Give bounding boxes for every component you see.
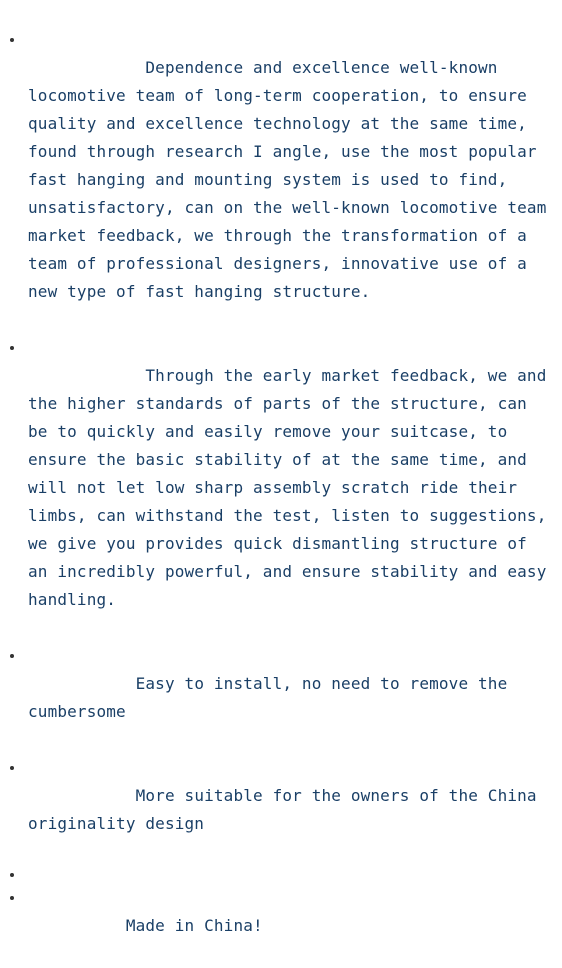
bullet-item-made-in xyxy=(0,884,562,968)
bullet-dot-icon xyxy=(10,346,14,350)
bullet-item-empty xyxy=(0,866,562,884)
bullet-dot-icon xyxy=(10,873,14,877)
bullet-dot-icon xyxy=(10,38,14,42)
feature-bullet-list xyxy=(0,26,562,968)
bullet-text: Made in China! xyxy=(86,916,263,935)
bullet-dot-icon xyxy=(10,654,14,658)
bullet-text: Easy to install, no need to remove the cumbersome xyxy=(28,674,518,721)
bullet-text: Dependence and excellence well-known locomotive team of long-term cooperation, to ensure quality and excellence technology at the same time, found through research I angle, use the most popular fast hanging and mounting system is used to find, unsatisfactory, can on the well-known locomotive team market feedback, we through the transformation of a team of professional designers, innovative use of a new type of fast hanging structure. xyxy=(28,58,557,301)
bullet-dot-icon xyxy=(10,766,14,770)
bullet-item-structure xyxy=(0,334,562,642)
bullet-text: Through the early market feedback, we and the higher standards of parts of the structure, can be to quickly and easily remove your suitcase, to ensure the basic stability of at the same time, and will not let low sharp assembly scratch ride their limbs, can withstand the test, listen to suggestions, we give you provides quick dismantling structure of an incredibly powerful, and ensure stability and easy handling. xyxy=(28,366,557,609)
bullet-item-design xyxy=(0,754,562,866)
bullet-item-install xyxy=(0,642,562,754)
bullet-text: More suitable for the owners of the China originality design xyxy=(28,786,547,833)
bullet-dot-icon xyxy=(10,896,14,900)
bullet-item-quality xyxy=(0,26,562,334)
